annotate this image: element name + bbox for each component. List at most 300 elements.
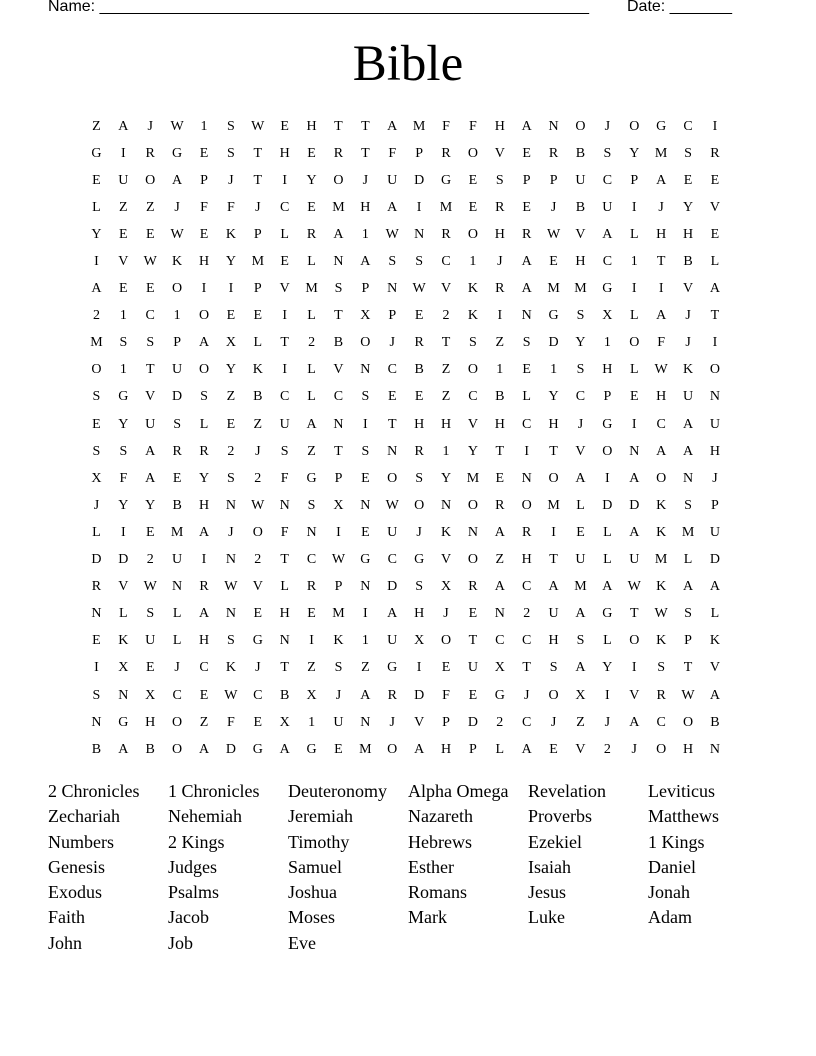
- grid-letter: Y: [575, 335, 586, 351]
- grid-letter: E: [549, 254, 558, 270]
- grid-letter: V: [575, 741, 586, 757]
- grid-letter: N: [709, 389, 720, 405]
- grid-letter: I: [228, 281, 234, 297]
- grid-letter: I: [524, 443, 530, 459]
- grid-letter: E: [307, 199, 316, 215]
- grid-letter: I: [282, 362, 288, 378]
- word-list-item: Numbers: [48, 831, 114, 852]
- grid-letter: N: [414, 226, 425, 242]
- grid-letter: G: [656, 118, 667, 134]
- grid-letter: R: [172, 443, 182, 459]
- grid-letter: C: [253, 687, 263, 703]
- grid-letter: J: [712, 470, 718, 486]
- grid-letter: 2: [523, 606, 531, 622]
- grid-letter: O: [709, 362, 720, 378]
- grid-letter: 1: [496, 362, 504, 378]
- grid-letter: L: [603, 633, 612, 649]
- grid-letter: R: [495, 497, 505, 513]
- grid-letter: S: [92, 687, 101, 703]
- grid-letter: T: [710, 308, 720, 324]
- grid-letter: X: [575, 687, 586, 703]
- grid-letter: H: [414, 416, 425, 432]
- grid-letter: A: [709, 281, 720, 297]
- grid-letter: Y: [198, 470, 210, 486]
- grid-letter: Y: [602, 660, 613, 676]
- word-list-item: Nazareth: [408, 806, 473, 827]
- grid-letter: I: [201, 552, 207, 568]
- grid-letter: I: [201, 281, 207, 297]
- grid-letter: 2: [442, 308, 450, 324]
- grid-letter: B: [710, 714, 720, 730]
- grid-letter: I: [712, 118, 718, 134]
- grid-letter: C: [522, 579, 532, 595]
- grid-letter: E: [92, 633, 101, 649]
- word-list: [48, 781, 768, 958]
- grid-letter: E: [172, 470, 182, 486]
- grid-letter: G: [306, 741, 317, 757]
- grid-letter: Y: [118, 416, 129, 432]
- grid-letter: O: [521, 497, 532, 513]
- grid-letter: E: [226, 308, 236, 324]
- grid-letter: I: [121, 145, 126, 161]
- grid-letter: U: [709, 524, 720, 540]
- grid-letter: 1: [173, 308, 181, 324]
- grid-letter: R: [495, 199, 505, 215]
- grid-letter: H: [656, 226, 667, 242]
- grid-letter: J: [389, 714, 395, 730]
- grid-letter: R: [548, 145, 559, 161]
- grid-letter: B: [495, 389, 505, 405]
- grid-letter: J: [685, 335, 691, 351]
- grid-letter: K: [656, 524, 667, 540]
- grid-letter: U: [575, 552, 586, 568]
- grid-letter: C: [387, 362, 397, 378]
- grid-letter: R: [387, 687, 397, 703]
- grid-letter: P: [334, 470, 343, 486]
- grid-letter: Y: [91, 226, 102, 242]
- grid-letter: Y: [440, 470, 452, 486]
- grid-letter: G: [172, 145, 183, 161]
- grid-letter: L: [307, 362, 316, 378]
- grid-letter: P: [361, 281, 370, 297]
- word-list-item: Judges: [168, 856, 217, 877]
- grid-letter: U: [279, 416, 290, 432]
- word-list-item: Adam: [648, 907, 692, 928]
- grid-letter: C: [522, 714, 532, 730]
- grid-letter: W: [224, 687, 238, 703]
- grid-letter: L: [172, 606, 182, 622]
- grid-letter: B: [414, 362, 424, 378]
- grid-letter: U: [145, 416, 156, 432]
- grid-letter: N: [709, 741, 720, 757]
- grid-letter: W: [331, 552, 346, 568]
- grid-letter: N: [91, 606, 102, 622]
- grid-letter: E: [307, 606, 316, 622]
- grid-letter: T: [495, 443, 505, 459]
- grid-letter: U: [682, 389, 694, 405]
- grid-letter: M: [305, 281, 318, 297]
- grid-letter: Z: [199, 714, 209, 730]
- grid-letter: Z: [145, 199, 155, 215]
- word-list-item: Revelation: [528, 781, 606, 801]
- grid-letter: 1: [361, 633, 369, 649]
- grid-letter: R: [91, 579, 102, 595]
- grid-letter: S: [361, 443, 370, 459]
- grid-letter: I: [363, 606, 368, 622]
- grid-letter: C: [602, 254, 613, 270]
- grid-letter: L: [92, 524, 101, 540]
- grid-letter: F: [442, 118, 450, 134]
- grid-letter: T: [468, 633, 478, 649]
- grid-letter: K: [172, 254, 183, 270]
- grid-letter: G: [414, 552, 425, 568]
- grid-letter: S: [361, 389, 370, 405]
- grid-letter: R: [199, 579, 209, 595]
- grid-letter: I: [282, 172, 288, 188]
- grid-letter: E: [145, 281, 155, 297]
- grid-letter: H: [145, 714, 156, 730]
- grid-letter: X: [414, 633, 425, 649]
- grid-letter: F: [227, 199, 235, 215]
- word-list-item: Luke: [528, 907, 565, 928]
- grid-letter: A: [91, 281, 102, 297]
- grid-letter: A: [575, 470, 586, 486]
- grid-letter: R: [468, 579, 478, 595]
- grid-letter: O: [629, 118, 640, 134]
- grid-letter: H: [682, 226, 694, 242]
- word-list-item: Esther: [408, 856, 454, 877]
- grid-letter: S: [495, 172, 504, 188]
- grid-letter: U: [548, 606, 559, 622]
- grid-letter: M: [439, 199, 453, 215]
- grid-letter: O: [629, 633, 640, 649]
- word-list-item: Jonah: [648, 882, 690, 903]
- grid-letter: H: [198, 254, 210, 270]
- grid-letter: T: [334, 443, 343, 459]
- word-list-item: Nehemiah: [168, 806, 242, 827]
- grid-letter: V: [118, 579, 129, 595]
- grid-letter: Y: [306, 172, 317, 188]
- grid-letter: E: [92, 172, 101, 188]
- grid-letter: W: [251, 497, 265, 513]
- grid-letter: S: [227, 470, 235, 486]
- grid-letter: I: [94, 660, 99, 676]
- grid-letter: E: [629, 389, 639, 405]
- page-title: Bible: [352, 36, 464, 92]
- grid-letter: L: [92, 199, 101, 215]
- grid-letter: T: [522, 660, 531, 676]
- grid-letter: E: [441, 660, 451, 676]
- grid-letter: K: [467, 281, 478, 297]
- grid-letter: P: [253, 281, 262, 297]
- grid-letter: O: [198, 308, 210, 324]
- grid-letter: B: [280, 687, 290, 703]
- word-list-item: Isaiah: [528, 856, 571, 877]
- grid-letter: I: [658, 281, 664, 297]
- grid-letter: A: [521, 281, 532, 297]
- word-list-item: Jacob: [168, 907, 209, 928]
- grid-letter: C: [575, 389, 586, 405]
- grid-letter: N: [360, 362, 371, 378]
- grid-letter: P: [415, 145, 424, 161]
- grid-letter: U: [172, 552, 183, 568]
- grid-letter: Z: [495, 552, 505, 568]
- grid-letter: W: [654, 362, 668, 378]
- grid-letter: M: [681, 524, 695, 540]
- grid-letter: 2: [92, 308, 100, 324]
- grid-letter: E: [522, 362, 531, 378]
- grid-letter: A: [333, 226, 344, 242]
- grid-letter: C: [495, 633, 505, 649]
- grid-letter: I: [712, 335, 718, 351]
- grid-letter: U: [172, 362, 183, 378]
- word-list-item: John: [48, 932, 83, 953]
- grid-letter: I: [631, 660, 637, 676]
- grid-letter: S: [415, 254, 424, 270]
- grid-letter: O: [548, 470, 559, 486]
- grid-letter: O: [682, 714, 694, 730]
- grid-letter: D: [387, 579, 398, 595]
- word-list-item: Faith: [48, 907, 86, 928]
- grid-letter: E: [683, 172, 693, 188]
- grid-letter: R: [414, 443, 424, 459]
- grid-letter: V: [575, 226, 586, 242]
- grid-letter: A: [387, 199, 398, 215]
- grid-letter: R: [333, 145, 344, 161]
- grid-letter: A: [494, 524, 505, 540]
- grid-letter: X: [602, 308, 613, 324]
- grid-letter: P: [549, 172, 558, 188]
- grid-letter: F: [280, 524, 289, 540]
- word-list-item: 1 Kings: [648, 831, 705, 852]
- grid-letter: M: [359, 741, 372, 757]
- grid-letter: 2: [146, 552, 154, 568]
- grid-letter: H: [521, 552, 532, 568]
- word-list-item: Matthews: [648, 806, 719, 827]
- grid-letter: E: [495, 470, 505, 486]
- grid-letter: E: [468, 687, 478, 703]
- grid-letter: C: [172, 687, 182, 703]
- grid-letter: E: [145, 660, 155, 676]
- grid-letter: D: [118, 552, 129, 568]
- grid-letter: V: [440, 281, 452, 297]
- grid-letter: V: [709, 660, 720, 676]
- grid-letter: P: [469, 741, 477, 757]
- grid-letter: O: [629, 335, 640, 351]
- grid-letter: G: [440, 172, 452, 188]
- grid-letter: N: [521, 470, 532, 486]
- grid-letter: F: [200, 199, 208, 215]
- grid-letter: P: [334, 579, 343, 595]
- grid-letter: Z: [226, 389, 236, 405]
- grid-letter: L: [307, 254, 316, 270]
- grid-letter: S: [307, 497, 316, 513]
- grid-letter: E: [226, 416, 236, 432]
- grid-letter: L: [119, 606, 128, 622]
- name-label: Name:: [48, 0, 96, 15]
- grid-letter: S: [280, 443, 289, 459]
- grid-letter: P: [711, 497, 719, 513]
- grid-letter: O: [387, 470, 398, 486]
- grid-letter: A: [521, 741, 532, 757]
- grid-letter: S: [146, 606, 155, 622]
- grid-letter: T: [683, 660, 693, 676]
- grid-letter: K: [333, 633, 344, 649]
- grid-letter: H: [360, 199, 371, 215]
- grid-letter: I: [631, 281, 637, 297]
- grid-letter: W: [170, 226, 184, 242]
- grid-letter: I: [631, 199, 637, 215]
- grid-letter: Z: [92, 118, 101, 134]
- grid-letter: A: [548, 579, 559, 595]
- grid-letter: C: [656, 416, 666, 432]
- grid-letter: O: [252, 524, 263, 540]
- grid-letter: L: [603, 524, 612, 540]
- grid-letter: A: [172, 172, 183, 188]
- grid-letter: E: [145, 524, 155, 540]
- word-list-item: Ezekiel: [528, 831, 582, 852]
- grid-letter: 1: [361, 226, 369, 242]
- grid-letter: 1: [200, 118, 208, 134]
- grid-letter: N: [333, 416, 344, 432]
- grid-letter: S: [227, 118, 235, 134]
- grid-letter: T: [334, 308, 343, 324]
- grid-letter: 2: [254, 552, 262, 568]
- grid-letter: J: [443, 606, 449, 622]
- grid-letter: S: [334, 660, 343, 676]
- grid-letter: R: [441, 226, 451, 242]
- grid-letter: I: [631, 416, 637, 432]
- grid-letter: G: [360, 552, 371, 568]
- grid-letter: G: [118, 714, 129, 730]
- grid-letter: Z: [307, 660, 316, 676]
- grid-letter: H: [279, 606, 290, 622]
- grid-letter: C: [602, 172, 613, 188]
- grid-letter: C: [280, 199, 290, 215]
- grid-letter: B: [91, 741, 102, 757]
- grid-letter: 1: [550, 362, 558, 378]
- grid-letter: J: [147, 118, 153, 134]
- grid-letter: S: [388, 254, 397, 270]
- grid-letter: U: [467, 660, 478, 676]
- grid-letter: H: [279, 145, 290, 161]
- grid-letter: 1: [308, 714, 316, 730]
- grid-letter: B: [145, 741, 155, 757]
- grid-letter: O: [467, 226, 478, 242]
- grid-letter: W: [170, 118, 184, 134]
- grid-letter: L: [629, 308, 639, 324]
- grid-letter: N: [467, 524, 478, 540]
- grid-letter: E: [414, 308, 424, 324]
- grid-letter: J: [416, 524, 422, 540]
- grid-letter: M: [547, 497, 560, 513]
- grid-letter: I: [416, 199, 422, 215]
- grid-letter: S: [146, 335, 155, 351]
- grid-letter: E: [199, 687, 209, 703]
- grid-letter: T: [549, 552, 558, 568]
- grid-letter: A: [118, 118, 129, 134]
- grid-letter: A: [198, 524, 210, 540]
- grid-letter: D: [414, 687, 425, 703]
- grid-letter: S: [576, 633, 585, 649]
- grid-letter: I: [497, 308, 503, 324]
- word-list-item: Mark: [408, 907, 447, 928]
- grid-letter: E: [92, 416, 101, 432]
- grid-letter: X: [225, 335, 236, 351]
- grid-letter: K: [118, 633, 129, 649]
- grid-letter: A: [629, 524, 640, 540]
- grid-letter: F: [119, 470, 128, 486]
- grid-letter: S: [415, 579, 424, 595]
- grid-letter: L: [710, 606, 720, 622]
- grid-letter: N: [682, 470, 694, 486]
- grid-letter: E: [307, 145, 316, 161]
- grid-letter: A: [279, 741, 290, 757]
- grid-letter: B: [575, 199, 586, 215]
- grid-letter: K: [252, 362, 263, 378]
- grid-letter: E: [119, 226, 128, 242]
- grid-letter: O: [656, 741, 667, 757]
- grid-letter: S: [522, 335, 531, 351]
- grid-letter: I: [309, 633, 314, 649]
- grid-letter: A: [198, 335, 210, 351]
- grid-letter: J: [174, 199, 180, 215]
- grid-letter: W: [681, 687, 695, 703]
- grid-letter: G: [118, 389, 129, 405]
- grid-letter: K: [656, 633, 667, 649]
- grid-letter: A: [360, 687, 371, 703]
- grid-letter: M: [654, 145, 668, 161]
- grid-letter: N: [306, 524, 317, 540]
- grid-letter: L: [629, 362, 639, 378]
- grid-letter: T: [361, 118, 370, 134]
- grid-letter: E: [387, 389, 397, 405]
- grid-letter: E: [253, 308, 263, 324]
- grid-letter: G: [548, 308, 559, 324]
- grid-letter: X: [145, 687, 156, 703]
- grid-letter: V: [467, 416, 478, 432]
- grid-letter: E: [199, 226, 209, 242]
- grid-letter: U: [145, 633, 156, 649]
- grid-letter: Y: [225, 254, 236, 270]
- grid-letter: H: [548, 416, 559, 432]
- grid-letter: A: [521, 118, 532, 134]
- grid-letter: A: [682, 416, 694, 432]
- grid-letter: J: [255, 660, 261, 676]
- grid-letter: I: [121, 524, 126, 540]
- grid-letter: S: [684, 145, 692, 161]
- grid-letter: A: [629, 470, 640, 486]
- grid-letter: P: [388, 308, 397, 324]
- grid-letter: R: [145, 145, 155, 161]
- grid-letter: E: [253, 714, 263, 730]
- grid-letter: G: [252, 741, 263, 757]
- grid-letter: O: [467, 145, 478, 161]
- grid-letter: R: [522, 524, 532, 540]
- grid-letter: S: [684, 497, 692, 513]
- grid-letter: W: [385, 226, 399, 242]
- grid-letter: V: [414, 714, 425, 730]
- grid-letter: P: [684, 633, 692, 649]
- grid-letter: J: [604, 714, 611, 730]
- grid-letter: N: [494, 606, 505, 622]
- date-line: _______: [669, 0, 732, 15]
- grid-letter: S: [469, 335, 477, 351]
- grid-letter: E: [145, 226, 155, 242]
- grid-letter: N: [333, 254, 344, 270]
- grid-letter: C: [387, 552, 397, 568]
- grid-letter: I: [416, 660, 422, 676]
